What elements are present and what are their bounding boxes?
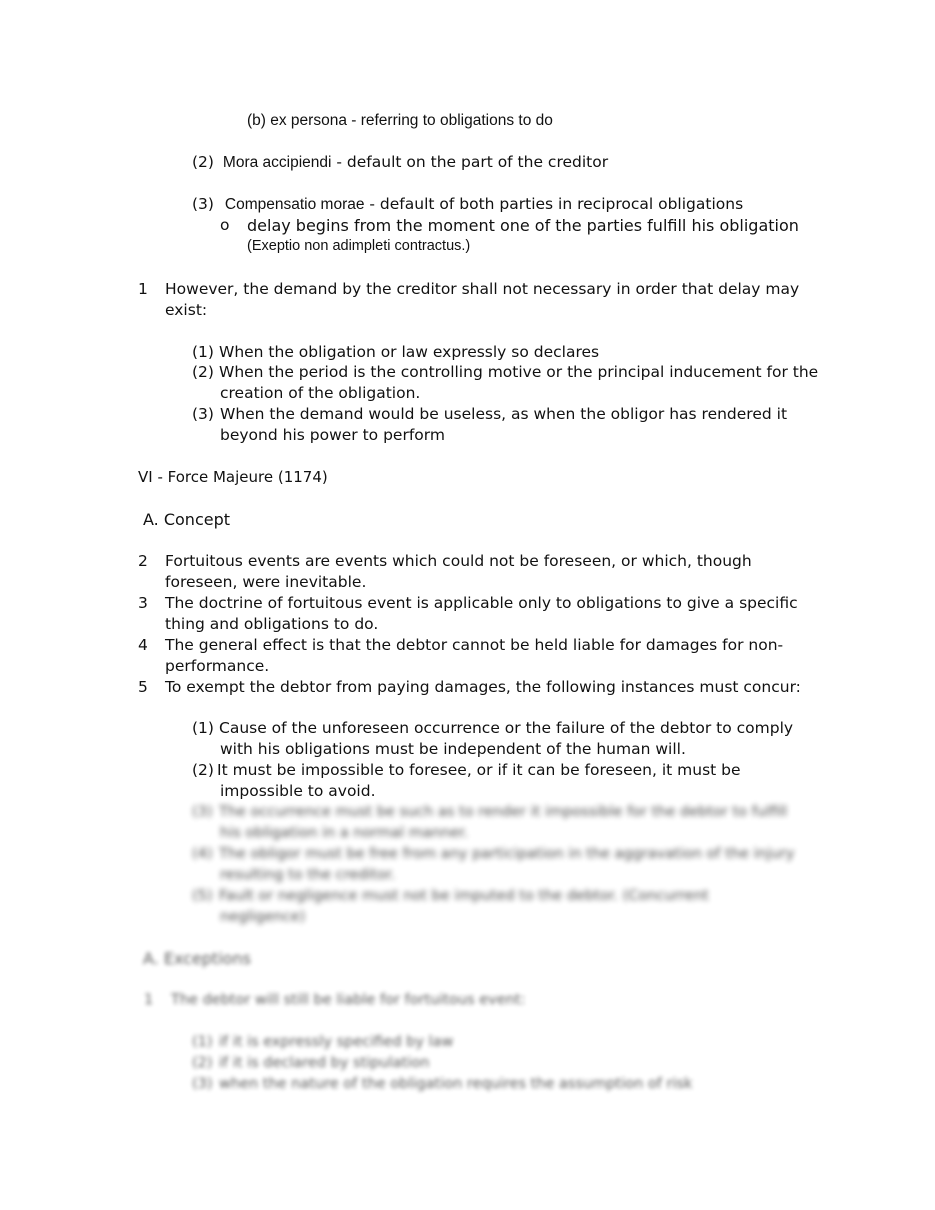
- requisite-1-line-2: with his obligations must be independent of the human will.: [220, 740, 686, 758]
- demand-item-1-num: (1): [192, 343, 214, 361]
- mora-item-2: [192, 152, 608, 173]
- demand-number: 1: [138, 280, 148, 298]
- exception-2-text: if it is declared by stipulation: [219, 1055, 430, 1071]
- mora-item-2-num: (2): [192, 153, 214, 171]
- concept-item-4-line-1: The general effect is that the debtor cannot be held liable for damages for non-: [165, 636, 784, 654]
- mora-item-3-num: (3): [192, 195, 214, 213]
- requisite-2-line-1: It must be impossible to foresee, or if it can be foreseen, it must be: [217, 761, 741, 779]
- concept-item-4-line-2: performance.: [165, 657, 270, 675]
- demand-item-2-line-1: When the period is the controlling motive or the principal inducement for the: [219, 363, 819, 381]
- demand-item-2-line-2: creation of the obligation.: [220, 384, 421, 402]
- requisite-2-line-2: impossible to avoid.: [220, 782, 376, 800]
- requisite-1-line-1: Cause of the unforeseen occurrence or the failure of the debtor to comply: [219, 719, 794, 737]
- mora-item-3: [192, 194, 743, 215]
- concept-item-4-num: 4: [138, 636, 148, 654]
- exceptions-line: The debtor will still be liable for fortuitous event:: [171, 992, 526, 1008]
- demand-item-3-line-2: beyond his power to perform: [220, 426, 445, 444]
- mora-item-2-term: Mora accipiendi: [222, 154, 332, 171]
- requisite-5-num: (5): [192, 888, 213, 904]
- mora-bullet-mark: o: [220, 216, 230, 234]
- requisite-3-num: (3): [192, 804, 213, 820]
- mora-item-2-rest: - default on the part of the creditor: [331, 153, 609, 171]
- demand-line-1: However, the demand by the creditor shall not necessary in order that delay may: [165, 280, 800, 298]
- concept-item-3-num: 3: [138, 594, 148, 612]
- mora-bullet-text: delay begins from the moment one of the parties fulfill his obligation: [247, 216, 799, 235]
- requisite-4-line-1: The obligor must be free from any participation in the aggravation of the injury: [219, 846, 795, 862]
- exceptions-number: 1: [144, 992, 154, 1008]
- requisite-4-line-2: resulting to the creditor.: [220, 867, 396, 883]
- concept-item-5-num: 5: [138, 678, 148, 696]
- requisite-5-line-1: Fault or negligence must not be imputed to the debtor. (Concurrent: [219, 888, 709, 904]
- section-title: VI - Force Majeure (1174): [138, 468, 328, 486]
- mora-bullet-sub: (Exeptio non adimpleti contractus.): [247, 238, 471, 254]
- demand-item-3-line-1: When the demand would be useless, as when the obligor has rendered it: [220, 405, 788, 423]
- exceptions-heading: A. Exceptions: [143, 949, 251, 968]
- exception-1-text: if it is expressly specified by law: [219, 1034, 454, 1050]
- exception-2-num: (2): [192, 1055, 213, 1071]
- requisite-2-num: (2): [192, 761, 214, 779]
- demand-item-2-num: (2): [192, 363, 214, 381]
- mora-item-3-term: Compensatio morae: [224, 196, 365, 213]
- requisite-5-line-2: negligence): [220, 909, 306, 925]
- requisite-3-line-1: The occurrence must be such as to render it impossible for the debtor to fulfill: [219, 804, 788, 820]
- requisite-4-num: (4): [192, 846, 213, 862]
- concept-item-2-line-1: Fortuitous events are events which could not be foreseen, or which, though: [165, 552, 752, 570]
- concept-item-3-line-2: thing and obligations to do.: [165, 615, 379, 633]
- demand-item-3-num: (3): [192, 405, 214, 423]
- exception-1-num: (1): [192, 1034, 213, 1050]
- exception-3-num: (3): [192, 1076, 213, 1092]
- demand-item-1-line-1: When the obligation or law expressly so declares: [219, 343, 600, 361]
- demand-line-2: exist:: [165, 301, 208, 319]
- concept-item-2-num: 2: [138, 552, 148, 570]
- requisite-1-num: (1): [192, 719, 214, 737]
- concept-item-3-line-1: The doctrine of fortuitous event is applicable only to obligations to give a specific: [165, 594, 798, 612]
- requisite-3-line-2: his obligation in a normal manner.: [220, 825, 469, 841]
- concept-item-2-line-2: foreseen, were inevitable.: [165, 573, 367, 591]
- exception-3-text: when the nature of the obligation requires the assumption of risk: [219, 1076, 693, 1092]
- concept-item-5-line-1: To exempt the debtor from paying damages, the following instances must concur:: [165, 678, 801, 696]
- mora-b-line: (b) ex persona - referring to obligations to do: [247, 112, 553, 129]
- mora-item-3-rest: - default of both parties in reciprocal obligations: [364, 195, 744, 213]
- concept-heading: A. Concept: [143, 510, 231, 529]
